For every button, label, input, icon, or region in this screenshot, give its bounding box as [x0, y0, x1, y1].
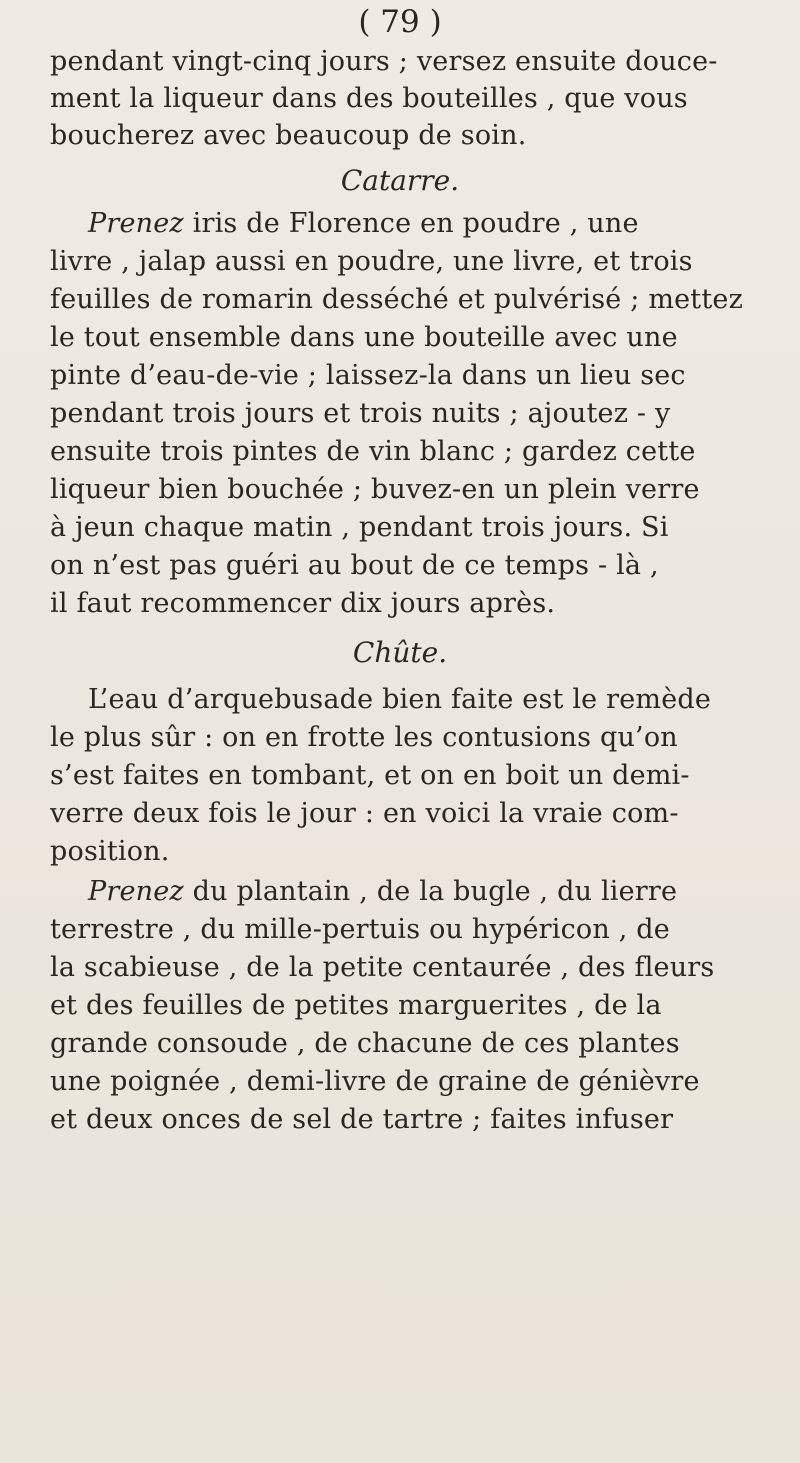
- text-line: pinte d’eau-de-vie ; laissez-la dans un lieu sec: [50, 360, 686, 391]
- text-line: il faut recommencer dix jours après.: [50, 588, 556, 619]
- text-line: pendant trois jours et trois nuits ; ajoutez - y: [50, 398, 671, 429]
- text-line: grande consoude , de chacune de ces plantes: [50, 1028, 680, 1059]
- text-line: livre , jalap aussi en poudre, une livre, et trois: [50, 246, 693, 277]
- text-line: la scabieuse , de la petite centaurée , des fleurs: [50, 952, 715, 983]
- text-line: et des feuilles de petites marguerites , de la: [50, 990, 662, 1021]
- first-line-rest: iris de Florence en poudre , une: [183, 208, 639, 239]
- prenez-lead: Prenez: [88, 876, 184, 907]
- text-line: pendant vingt-cinq jours ; versez ensuite douce-: [50, 46, 718, 77]
- text-line: verre deux fois le jour : en voici la vraie com-: [50, 798, 679, 829]
- text-line: liqueur bien bouchée ; buvez-en un plein verre: [50, 474, 700, 505]
- section-title-chute: Chûte.: [352, 636, 448, 669]
- section-title-catarre: Catarre.: [340, 164, 460, 197]
- text-line: le tout ensemble dans une bouteille avec une: [50, 322, 678, 353]
- text-line: L’eau d’arquebusade bien faite est le remède: [88, 684, 712, 715]
- paragraph-first-line: [88, 208, 639, 240]
- paragraph-first-line: [88, 876, 677, 908]
- text-line: on n’est pas guéri au bout de ce temps - là ,: [50, 550, 659, 581]
- text-line: une poignée , demi-livre de graine de génièvre: [50, 1066, 700, 1097]
- text-line: boucherez avec beaucoup de soin.: [50, 120, 527, 151]
- text-line: ensuite trois pintes de vin blanc ; gardez cette: [50, 436, 696, 467]
- text-line: et deux onces de sel de tartre ; faites infuser: [50, 1104, 674, 1135]
- text-line: à jeun chaque matin , pendant trois jours. Si: [50, 512, 669, 543]
- text-line: feuilles de romarin desséché et pulvérisé ; mettez: [50, 284, 744, 315]
- text-line: position.: [50, 836, 170, 867]
- text-line: terrestre , du mille-pertuis ou hypéricon , de: [50, 914, 670, 945]
- first-line-rest: du plantain , de la bugle , du lierre: [183, 876, 678, 907]
- prenez-lead: Prenez: [88, 208, 184, 239]
- text-line: s’est faites en tombant, et on en boit un demi-: [50, 760, 690, 791]
- text-line: ment la liqueur dans des bouteilles , que vous: [50, 83, 688, 114]
- text-line: le plus sûr : on en frotte les contusions qu’on: [50, 722, 678, 753]
- page-number: ( 79 ): [358, 4, 442, 40]
